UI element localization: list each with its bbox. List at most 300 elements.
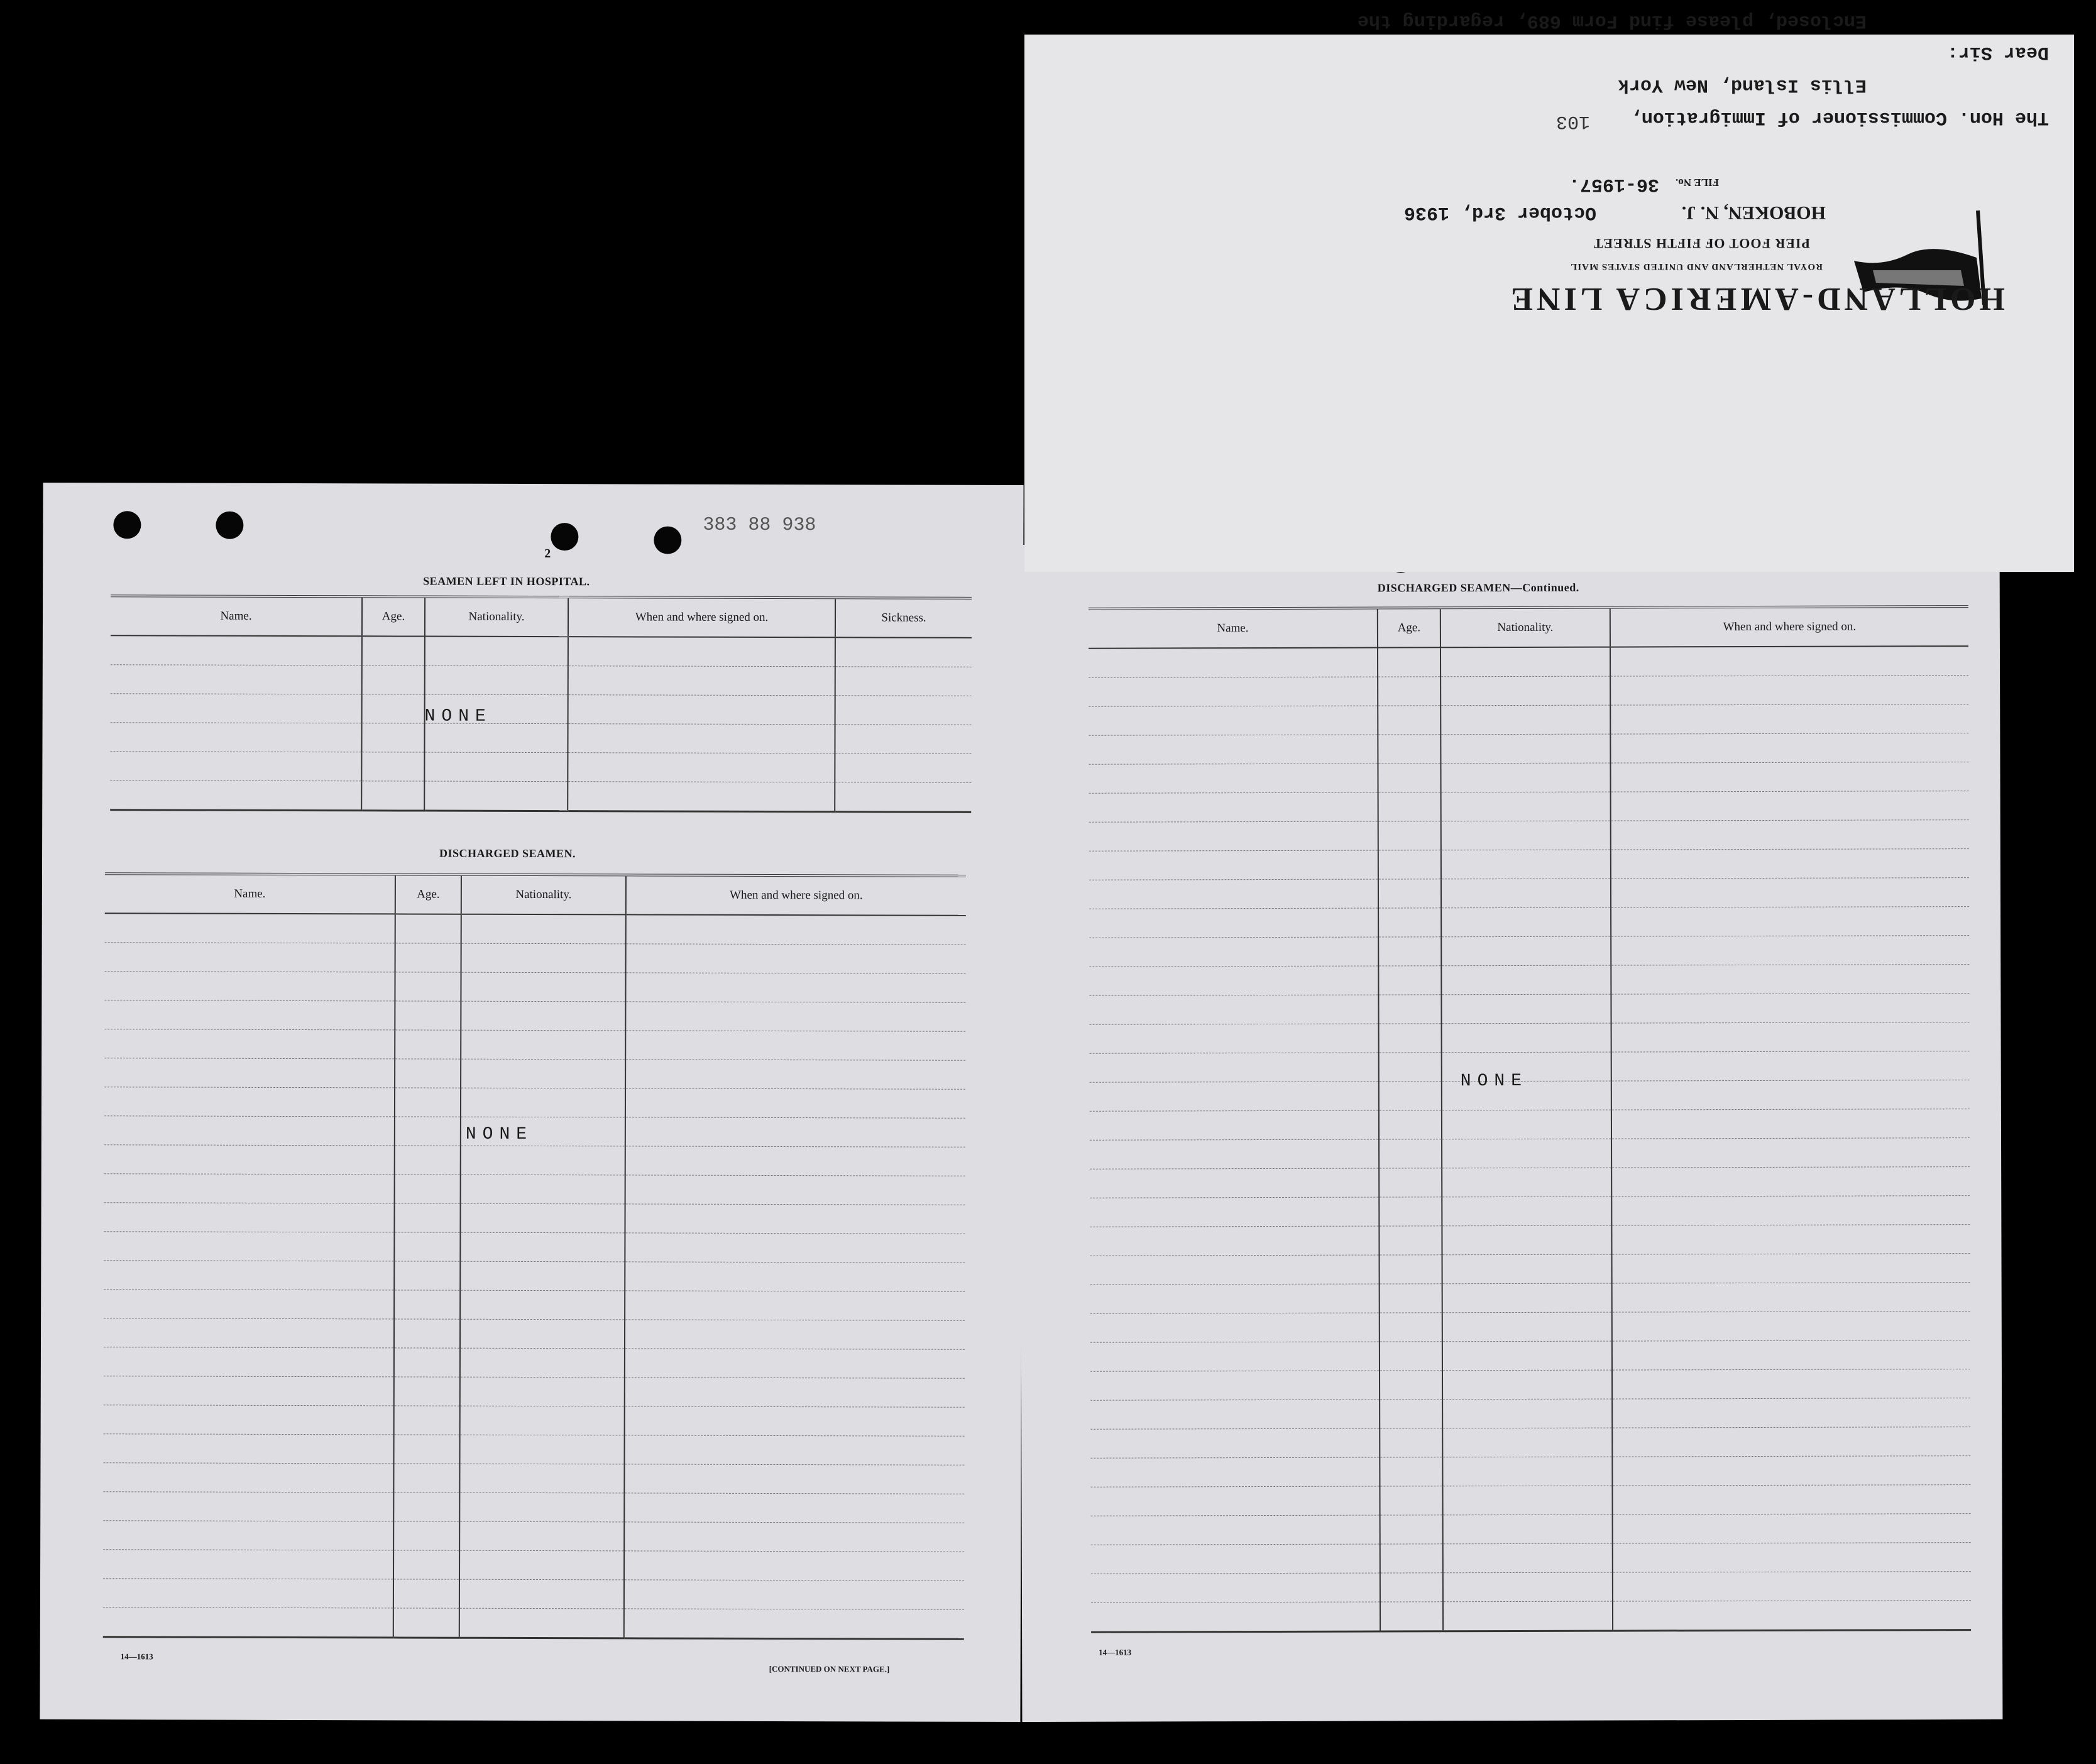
company-name: HOLLAND-AMERICA LINE [1507,281,2005,317]
table-row [1090,1485,1970,1516]
table-cell [1611,1225,1970,1254]
table-row [104,1232,965,1263]
table-cell [1090,1255,1380,1285]
table-cell [110,723,361,752]
form-number: 14—1613 [1099,1647,1132,1657]
table-cell [460,1319,625,1349]
table-cell [1379,1110,1442,1139]
table-cell [104,1145,395,1175]
column-header: Nationality. [461,875,626,915]
column-header: Name. [105,874,395,914]
table-cell [461,1001,625,1031]
punch-hole [216,512,243,539]
table-row [1090,1051,1970,1083]
table-cell [1441,965,1611,995]
table-cell [104,1376,394,1406]
table-cell [111,635,362,666]
table-cell [460,1406,625,1435]
table-cell [394,1406,460,1435]
table-cell [1380,1428,1442,1457]
table-row [1090,1225,1970,1256]
table-cell [625,1291,965,1320]
table-cell [424,781,568,811]
table-cell [104,1029,395,1059]
table-cell [1378,677,1440,706]
table-cell [1612,1254,1970,1283]
table-cell [460,1261,625,1291]
table-cell [1090,1486,1380,1516]
table-row [103,1463,964,1494]
table-cell [1441,850,1611,879]
table-cell [1090,1371,1380,1400]
table-row [1089,820,1969,852]
table-cell [1380,1573,1443,1602]
table-row [1090,1340,1970,1372]
table-cell [1380,1602,1443,1631]
handwritten-annotation: 103 [1556,111,1590,132]
table-cell [1378,937,1441,966]
table-row [1090,1456,1970,1487]
continued-note: [CONTINUED ON NEXT PAGE.] [769,1663,890,1674]
table-cell [1611,1109,1970,1139]
table-row [104,1405,965,1437]
company-subtitle: ROYAL NETHERLAND AND UNITED STATES MAIL [1570,261,1823,271]
table-cell [1378,850,1441,879]
table-cell [394,1261,460,1290]
table-cell [459,1550,624,1580]
table-cell [625,1002,965,1031]
table-cell [104,1405,394,1435]
table-cell [1612,1398,1970,1428]
table-row [1090,1283,1970,1314]
column-header: Nationality. [425,597,568,637]
table-cell [835,637,972,667]
column-header: Sickness. [835,598,972,638]
table-cell [1611,1196,1970,1225]
table-row [103,1550,964,1581]
table-cell [1442,1457,1612,1486]
table-cell [1380,1457,1442,1486]
table-row [110,752,971,783]
table-cell [1442,1225,1611,1255]
table-cell [1380,1255,1442,1284]
table-cell [393,1493,459,1521]
table-cell [394,1319,460,1348]
table-row [111,694,972,725]
table-cell [568,695,835,725]
table-cell [1442,1254,1612,1284]
table-row [1089,907,1969,938]
table-cell [395,1117,461,1146]
typed-none: NONE [424,706,492,726]
table-cell [1442,1341,1612,1371]
table-row [104,1058,965,1090]
table-cell [1441,879,1611,908]
table-row [1089,704,1968,736]
table-cell [1090,1168,1379,1198]
table-cell [1440,647,1610,677]
letter-city: HOBOKEN, N. J. [1681,202,1826,223]
form-number: 14—1613 [120,1652,153,1662]
letter-body-line-1: Enclosed, please find Form 689, regarding the [1357,10,1867,31]
table-row [1089,878,1969,909]
title-suffix: —Continued. [1510,581,1579,594]
table-cell [835,725,971,754]
table-cell [460,1203,625,1233]
table-cell [103,1608,393,1638]
table-cell [1090,1284,1380,1313]
table-cell [1090,1313,1380,1342]
letter-date: October 3rd, 1936 [1403,202,1596,223]
table-cell [1380,1284,1442,1313]
table-cell [625,1117,965,1147]
table-cell [394,1203,460,1232]
table-row [103,1608,964,1640]
column-header: Name. [1089,608,1378,649]
table-cell [394,1377,460,1406]
table-cell [1443,1543,1613,1573]
table-cell [1610,676,1968,705]
table-cell [394,1290,460,1319]
punch-hole [654,527,681,554]
column-header: When and where signed on. [1610,606,1968,647]
table-cell [394,1348,460,1377]
table-cell [1611,936,1969,965]
table-cell [395,1146,461,1175]
table-row [104,1203,965,1234]
table-cell [1441,821,1611,850]
table-cell [1442,1023,1611,1053]
table-row [1091,1601,1971,1633]
table-cell [393,1550,459,1579]
table-cell [104,1290,394,1319]
table-row [104,1290,965,1321]
table-cell [459,1435,624,1464]
table-row [1089,762,1968,794]
table-row [103,1434,964,1465]
table-cell [362,636,425,666]
table-cell [1090,1400,1380,1429]
table-cell [104,1203,394,1232]
table-cell [395,1059,461,1088]
discharged-continued-table [1089,605,1971,1633]
table-cell [624,1580,964,1609]
table-cell [461,1059,625,1088]
table-cell [1091,1515,1380,1545]
table-cell [1443,1601,1613,1631]
table-cell [1379,1082,1442,1110]
table-cell [461,1175,625,1204]
table-cell [395,1001,461,1030]
table-cell [625,1204,965,1234]
table-row [1089,676,1968,707]
table-cell [1091,1544,1380,1574]
table-cell [568,637,835,667]
table-cell [1442,1139,1611,1168]
table-cell [1611,1022,1970,1052]
table-cell [461,1030,625,1060]
table-row [103,1521,964,1552]
table-row [103,1492,964,1523]
table-cell [1613,1543,1971,1572]
table-cell [624,1464,964,1494]
table-cell [393,1464,459,1493]
hospital-section-title: SEAMEN LEFT IN HOSPITAL. [423,574,590,588]
table-cell [459,1579,624,1609]
table-cell [461,972,625,1002]
column-header: When and where signed on. [626,875,966,915]
table-cell [424,752,568,782]
table-cell [1442,1283,1612,1313]
table-row [1091,1514,1971,1545]
salutation: Dear Sir: [1946,41,2049,63]
table-cell [103,1550,393,1579]
table-cell [425,666,568,695]
table-cell [1379,1168,1442,1197]
discharged-section-title: DISCHARGED SEAMEN. [439,846,576,860]
table-cell [1380,1486,1442,1515]
table-cell [625,1088,965,1118]
table-row [1089,936,1969,967]
table-cell [625,1060,965,1089]
table-cell [1440,763,1610,792]
table-cell [568,724,835,753]
table-cell [1442,1312,1612,1342]
table-cell [625,1146,965,1176]
table-row [1090,1312,1970,1343]
table-cell [460,1232,625,1262]
table-cell [1613,1572,1971,1601]
table-row [104,972,965,1003]
table-cell [395,1030,461,1059]
table-row [1090,1167,1970,1198]
table-cell [111,665,362,694]
table-row [104,1116,965,1148]
table-cell [361,723,424,752]
column-header: Name. [111,596,362,636]
table-cell [1611,878,1969,907]
table-row [1091,1572,1971,1603]
table-cell [1378,706,1440,735]
table-cell [1091,1573,1380,1602]
table-cell [835,753,971,783]
table-cell [1610,646,1968,676]
table-cell [104,1174,395,1203]
table-cell [460,1348,625,1378]
table-row [104,1000,965,1032]
table-cell [625,1175,965,1205]
table-cell [1613,1514,1971,1543]
table-cell [568,753,835,782]
table-cell [1612,1283,1970,1312]
column-header: When and where signed on. [568,597,835,637]
table-row [103,1579,964,1610]
table-cell [105,913,395,943]
table-cell [1441,936,1611,966]
table-cell [461,1146,625,1175]
table-cell [1612,1340,1970,1370]
table-cell [1090,1082,1379,1111]
table-cell [110,752,361,781]
letter-sheet [1024,10,2074,572]
table-cell [1378,764,1440,792]
table-cell [362,666,425,694]
table-cell [1441,792,1611,821]
company-address: PIER FOOT OF FIFTH STREET [1593,236,1810,251]
table-cell [626,914,966,945]
table-cell [461,1088,625,1117]
table-cell [1380,1371,1442,1400]
table-cell [1612,1369,1970,1399]
table-cell [1379,1139,1442,1168]
table-cell [1611,965,1969,994]
table-cell [1089,966,1378,995]
table-row [1089,646,1968,677]
table-cell [1378,792,1441,821]
table-row [1089,965,1969,996]
column-header: Nationality. [1440,608,1610,648]
table-cell [459,1521,624,1551]
file-number: 36-1957. [1568,173,1659,195]
table-cell [835,782,971,813]
table-cell [1090,1457,1380,1487]
table-cell [103,1434,393,1464]
table-cell [104,1232,394,1261]
table-row [1090,1196,1970,1227]
table-row [1091,1543,1971,1574]
table-cell [1442,1197,1611,1226]
table-cell [1612,1312,1970,1341]
table-cell [1611,849,1969,879]
table-cell [395,914,461,943]
punch-hole [551,523,578,551]
table-cell [1378,966,1441,995]
form-page-right [1019,542,2003,1722]
table-cell [395,1175,461,1203]
table-cell [625,1233,965,1263]
table-cell [1378,821,1441,850]
table-row [1089,849,1969,880]
table-row [1090,1080,1970,1112]
table-cell [105,943,395,972]
table-cell [1611,1051,1970,1081]
archive-stamp: 383 88 938 [703,514,816,537]
table-cell [1089,648,1378,678]
table-cell [1090,1110,1379,1140]
table-cell [624,1551,964,1580]
table-cell [624,1609,964,1639]
hospital-table [110,594,972,813]
table-cell [1378,647,1440,677]
table-cell [104,972,395,1001]
discharged-continued-title [1378,581,1579,595]
typed-none: NONE [1460,1071,1528,1092]
column-header: Age. [362,596,425,636]
table-cell [395,972,461,1001]
table-cell [1380,1400,1442,1428]
table-cell [1089,937,1378,967]
table-cell [625,973,965,1002]
table-cell [104,1000,395,1030]
table-cell [1379,1226,1442,1255]
table-cell [568,782,835,812]
table-cell [459,1464,624,1493]
table-cell [1378,908,1441,937]
table-cell [111,694,362,723]
table-cell [393,1521,459,1550]
table-cell [459,1608,624,1638]
table-cell [625,1262,965,1291]
table-row [1090,1022,1970,1054]
table-cell [103,1521,393,1550]
table-cell [1379,1197,1442,1226]
table-cell [1610,733,1968,763]
table-cell [460,1377,625,1406]
file-label: FILE No. [1676,177,1719,189]
table-cell [1610,704,1968,734]
table-cell [1611,907,1969,936]
table-cell [626,944,966,973]
table-row [1090,1398,1970,1430]
table-cell [1442,1428,1612,1457]
table-cell [625,1349,965,1378]
table-row [105,943,966,974]
table-cell [1379,1024,1442,1053]
table-cell [1090,1197,1379,1227]
table-cell [104,1261,394,1290]
table-cell [425,637,568,666]
table-cell [1440,676,1610,706]
table-row [104,1145,965,1176]
table-cell [1442,1486,1612,1515]
table-cell [1089,792,1378,822]
table-cell [1442,1168,1611,1197]
table-cell [103,1492,393,1521]
table-row [1090,1254,1970,1285]
table-row [104,1347,965,1379]
table-cell [1378,735,1440,764]
table-cell [1610,762,1968,792]
table-cell [1089,850,1378,880]
table-cell [625,1378,965,1407]
page-number: 2 [544,547,551,561]
column-header: Age. [395,874,461,914]
table-row [1089,994,1969,1025]
table-cell [1090,1226,1379,1256]
column-header: Age. [1378,608,1440,647]
table-cell [625,1031,965,1060]
table-cell [104,1116,395,1146]
table-cell [1090,1428,1380,1458]
addressee-city: Ellis Island, New York [1617,74,1867,96]
table-cell [625,1406,965,1436]
table-cell [1089,735,1378,764]
table-cell [1441,907,1611,937]
letter-content [1024,10,2074,572]
table-row [104,1261,965,1292]
table-cell [1378,995,1441,1024]
table-row [1089,791,1969,823]
table-cell [1613,1601,1971,1631]
table-cell [361,752,424,781]
table-cell [393,1579,459,1608]
table-cell [1442,1370,1612,1400]
table-cell [1442,1399,1612,1428]
table-cell [1089,706,1378,735]
table-row [111,635,972,667]
table-row [1089,733,1968,765]
table-cell [1089,908,1378,938]
